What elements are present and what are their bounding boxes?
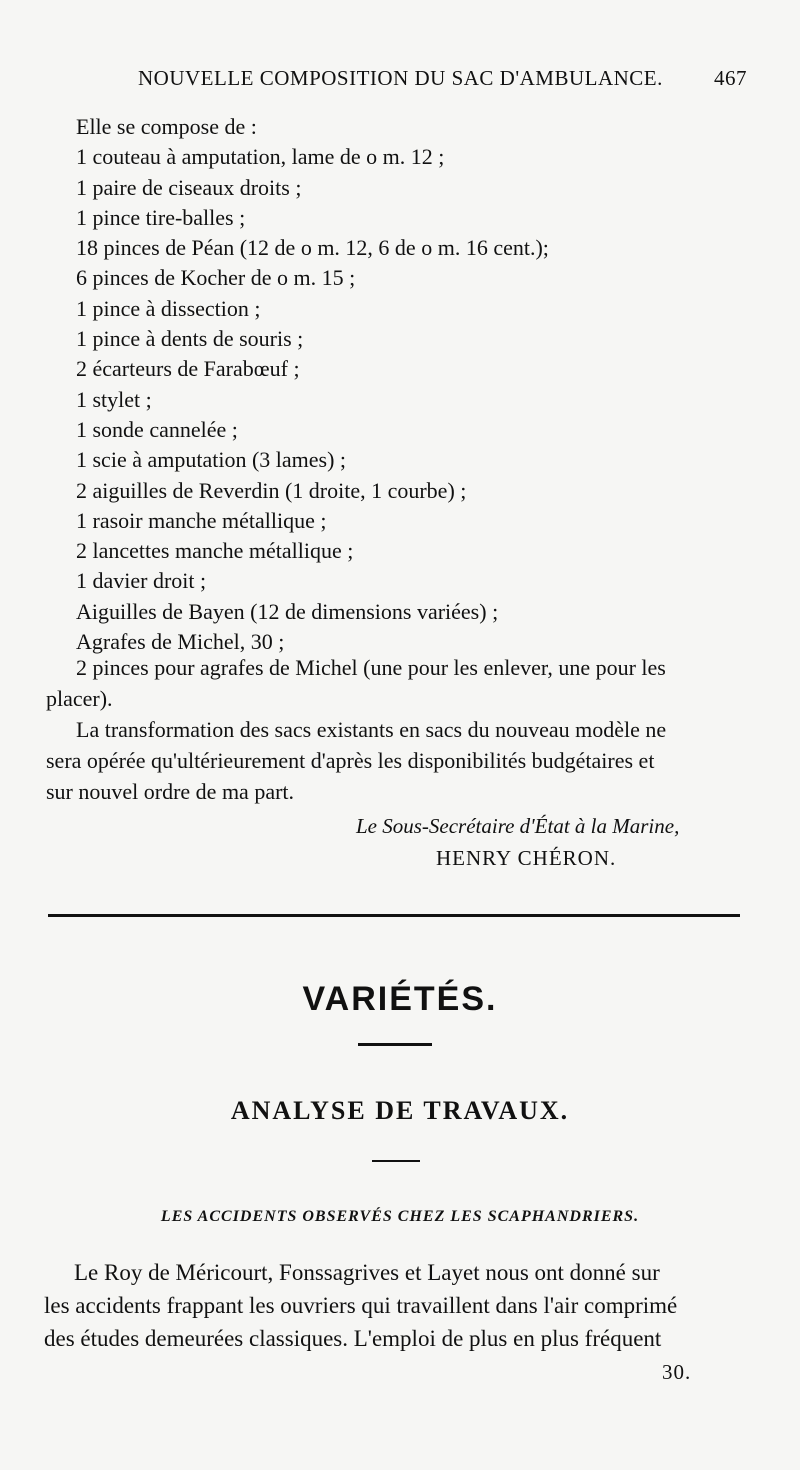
section-title: VARIÉTÉS. xyxy=(302,980,498,1018)
paragraph-transformation xyxy=(46,714,752,807)
paragraph-line: sera opérée qu'ultérieurement d'après les disponibilités budgétaires et xyxy=(46,748,655,773)
list-item: 1 paire de ciseaux droits ; xyxy=(76,174,302,200)
list-item: 2 aiguilles de Reverdin (1 droite, 1 courbe) ; xyxy=(76,477,467,503)
signatory-role: Le Sous-Secrétaire d'État à la Marine, xyxy=(356,814,680,838)
list-item: 1 pince tire-balles ; xyxy=(76,204,246,230)
list-item: 18 pinces de Péan (12 de o m. 12, 6 de o m. 16 cent.); xyxy=(76,235,549,261)
list-item: Aiguilles de Bayen (12 de dimensions variées) ; xyxy=(76,598,499,624)
list-item: 1 couteau à amputation, lame de o m. 12 ; xyxy=(76,144,445,170)
running-header xyxy=(0,66,800,98)
title-rule xyxy=(358,1043,432,1046)
body-line: des études demeurées classiques. L'emploi de plus en plus fréquent xyxy=(44,1326,662,1351)
list-item: 1 scie à amputation (3 lames) ; xyxy=(76,447,347,473)
section-divider xyxy=(48,914,740,917)
list-item: 2 écarteurs de Farabœuf ; xyxy=(76,356,300,382)
list-item: Agrafes de Michel, 30 ; xyxy=(76,629,285,655)
paragraph-line: 2 pinces pour agrafes de Michel (une pour les enlever, une pour les xyxy=(76,655,666,680)
paragraph-line: placer). xyxy=(46,686,113,711)
list-item: 1 pince à dissection ; xyxy=(76,295,261,321)
list-item: 2 lancettes manche métallique ; xyxy=(76,538,354,564)
list-item: 1 pince à dents de souris ; xyxy=(76,326,304,352)
running-title: NOUVELLE COMPOSITION DU SAC D'AMBULANCE. xyxy=(138,66,663,90)
signature-mark: 30. xyxy=(662,1360,692,1384)
page-number: 467 xyxy=(714,66,747,90)
article-title: LES ACCIDENTS OBSERVÉS CHEZ LES SCAPHANDRIERS. xyxy=(160,1208,640,1225)
paragraph-michel xyxy=(46,652,752,714)
subtitle-rule xyxy=(372,1160,420,1162)
list-item: 6 pinces de Kocher de o m. 15 ; xyxy=(76,265,356,291)
list-item: 1 sonde cannelée ; xyxy=(76,416,238,442)
subsection-title: ANALYSE DE TRAVAUX. xyxy=(230,1096,570,1125)
list-item: 1 davier droit ; xyxy=(76,568,207,594)
paragraph-line: sur nouvel ordre de ma part. xyxy=(46,779,295,804)
paragraph-line: La transformation des sacs existants en sacs du nouveau modèle ne xyxy=(76,717,667,742)
article-body xyxy=(44,1256,756,1355)
instrument-list xyxy=(76,112,766,657)
body-line: les accidents frappant les ouvriers qui travaillent dans l'air comprimé xyxy=(44,1293,678,1318)
list-intro: Elle se compose de : xyxy=(76,114,257,139)
signatory-name: HENRY CHÉRON. xyxy=(436,846,617,870)
list-item: 1 stylet ; xyxy=(76,386,152,412)
list-item: 1 rasoir manche métallique ; xyxy=(76,507,327,533)
body-line: Le Roy de Méricourt, Fonssagrives et Layet nous ont donné sur xyxy=(74,1260,660,1285)
